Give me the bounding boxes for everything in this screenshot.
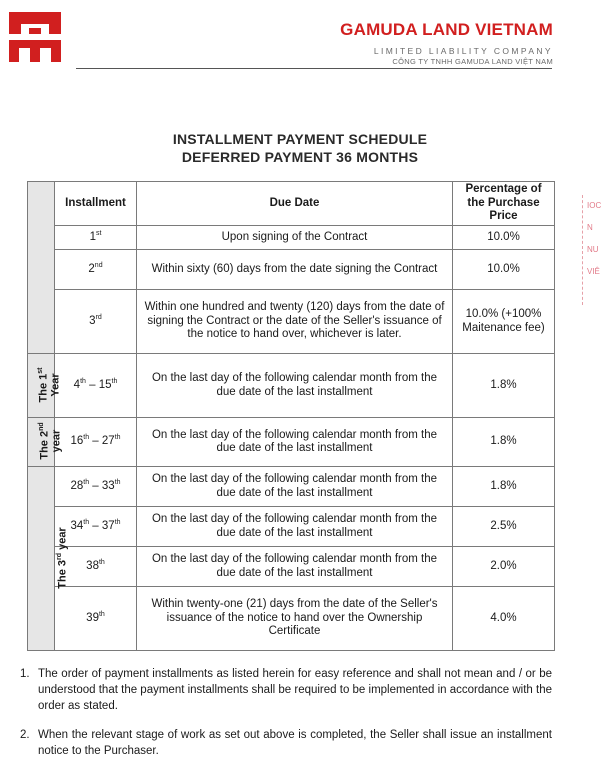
percentage-cell: 10.0% xyxy=(453,250,555,290)
header-installment: Installment xyxy=(55,182,137,226)
due-date-cell: Within twenty-one (21) days from the date of the Seller's issuance of the notice to hand over the Ownership Certificate xyxy=(137,587,453,651)
percentage-cell: 1.8% xyxy=(453,467,555,507)
due-date-cell: Upon signing of the Contract xyxy=(137,226,453,250)
year-2-label: The 2nd year xyxy=(28,418,55,467)
year-column-blank xyxy=(28,182,55,354)
header-percentage: Percentage of the Purchase Price xyxy=(453,182,555,226)
percentage-cell: 2.0% xyxy=(453,547,555,587)
notes-list xyxy=(20,666,552,772)
year-1-label: The 1st Year xyxy=(28,354,55,418)
due-date-cell: On the last day of the following calendar month from the due date of the last installment xyxy=(137,547,453,587)
red-stamp-fragment: IOC N NU VIÊ xyxy=(582,195,607,305)
gamuda-logo-icon xyxy=(5,8,65,64)
header-due-date: Due Date xyxy=(137,182,453,226)
installment-cell: 1st xyxy=(55,226,137,250)
document-subtitle: DEFERRED PAYMENT 36 MONTHS xyxy=(181,149,419,165)
due-date-cell: On the last day of the following calendar month from the due date of the last installment xyxy=(137,467,453,507)
percentage-cell: 1.8% xyxy=(453,418,555,467)
table-row xyxy=(28,587,555,651)
table-row xyxy=(28,418,555,467)
installment-cell: 38th xyxy=(55,547,137,587)
table-row xyxy=(28,354,555,418)
percentage-cell: 2.5% xyxy=(453,507,555,547)
installment-cell: 2nd xyxy=(55,250,137,290)
installment-cell: 34th – 37th xyxy=(55,507,137,547)
company-vietnamese-name: CÔNG TY TNHH GAMUDA LAND VIỆT NAM xyxy=(392,57,553,66)
company-name: GAMUDA LAND VIETNAM xyxy=(340,20,553,39)
company-subtitle: LIMITED LIABILITY COMPANY xyxy=(373,46,553,56)
payment-schedule-table xyxy=(27,181,555,651)
installment-cell: 28th – 33th xyxy=(55,467,137,507)
note-number: 1. xyxy=(20,668,30,680)
due-date-cell: Within sixty (60) days from the date signing the Contract xyxy=(137,250,453,290)
table-row xyxy=(28,467,555,507)
installment-cell: 3rd xyxy=(55,290,137,354)
note-number: 2. xyxy=(20,729,30,741)
due-date-cell: On the last day of the following calendar month from the due date of the last installment xyxy=(137,507,453,547)
due-date-cell: On the last day of the following calendar month from the due date of the last installment xyxy=(137,354,453,418)
table-row xyxy=(28,226,555,250)
percentage-cell: 4.0% xyxy=(453,587,555,651)
table-header-row xyxy=(28,182,555,226)
due-date-cell: Within one hundred and twenty (120) days from the date of signing the Contract or the date of the Seller's issuance of the notice to hand over, whichever is later. xyxy=(137,290,453,354)
header-divider xyxy=(76,68,552,69)
note-item xyxy=(20,666,552,714)
installment-cell: 16th – 27th xyxy=(55,418,137,467)
due-date-cell: On the last day of the following calendar month from the due date of the last installment xyxy=(137,418,453,467)
installment-cell: 39th xyxy=(55,587,137,651)
percentage-cell: 10.0% xyxy=(453,226,555,250)
percentage-cell: 1.8% xyxy=(453,354,555,418)
percentage-cell: 10.0% (+100% Maitenance fee) xyxy=(453,290,555,354)
year-3-label: The 3rd year xyxy=(28,467,55,651)
company-block xyxy=(340,20,553,67)
note-item xyxy=(20,727,552,759)
note-text: When the relevant stage of work as set out above is completed, the Seller shall issue an installment notice to the Purchaser. xyxy=(38,729,552,757)
document-title: INSTALLMENT PAYMENT SCHEDULE xyxy=(172,131,428,147)
table-row xyxy=(28,290,555,354)
table-row xyxy=(28,547,555,587)
note-text: The order of payment installments as listed herein for easy reference and shall not mean and / or be understood that the payment installments shall be required to be implemented in accordance with the order as stated. xyxy=(38,668,552,712)
table-row xyxy=(28,507,555,547)
table-row xyxy=(28,250,555,290)
installment-cell: 4th – 15th xyxy=(55,354,137,418)
